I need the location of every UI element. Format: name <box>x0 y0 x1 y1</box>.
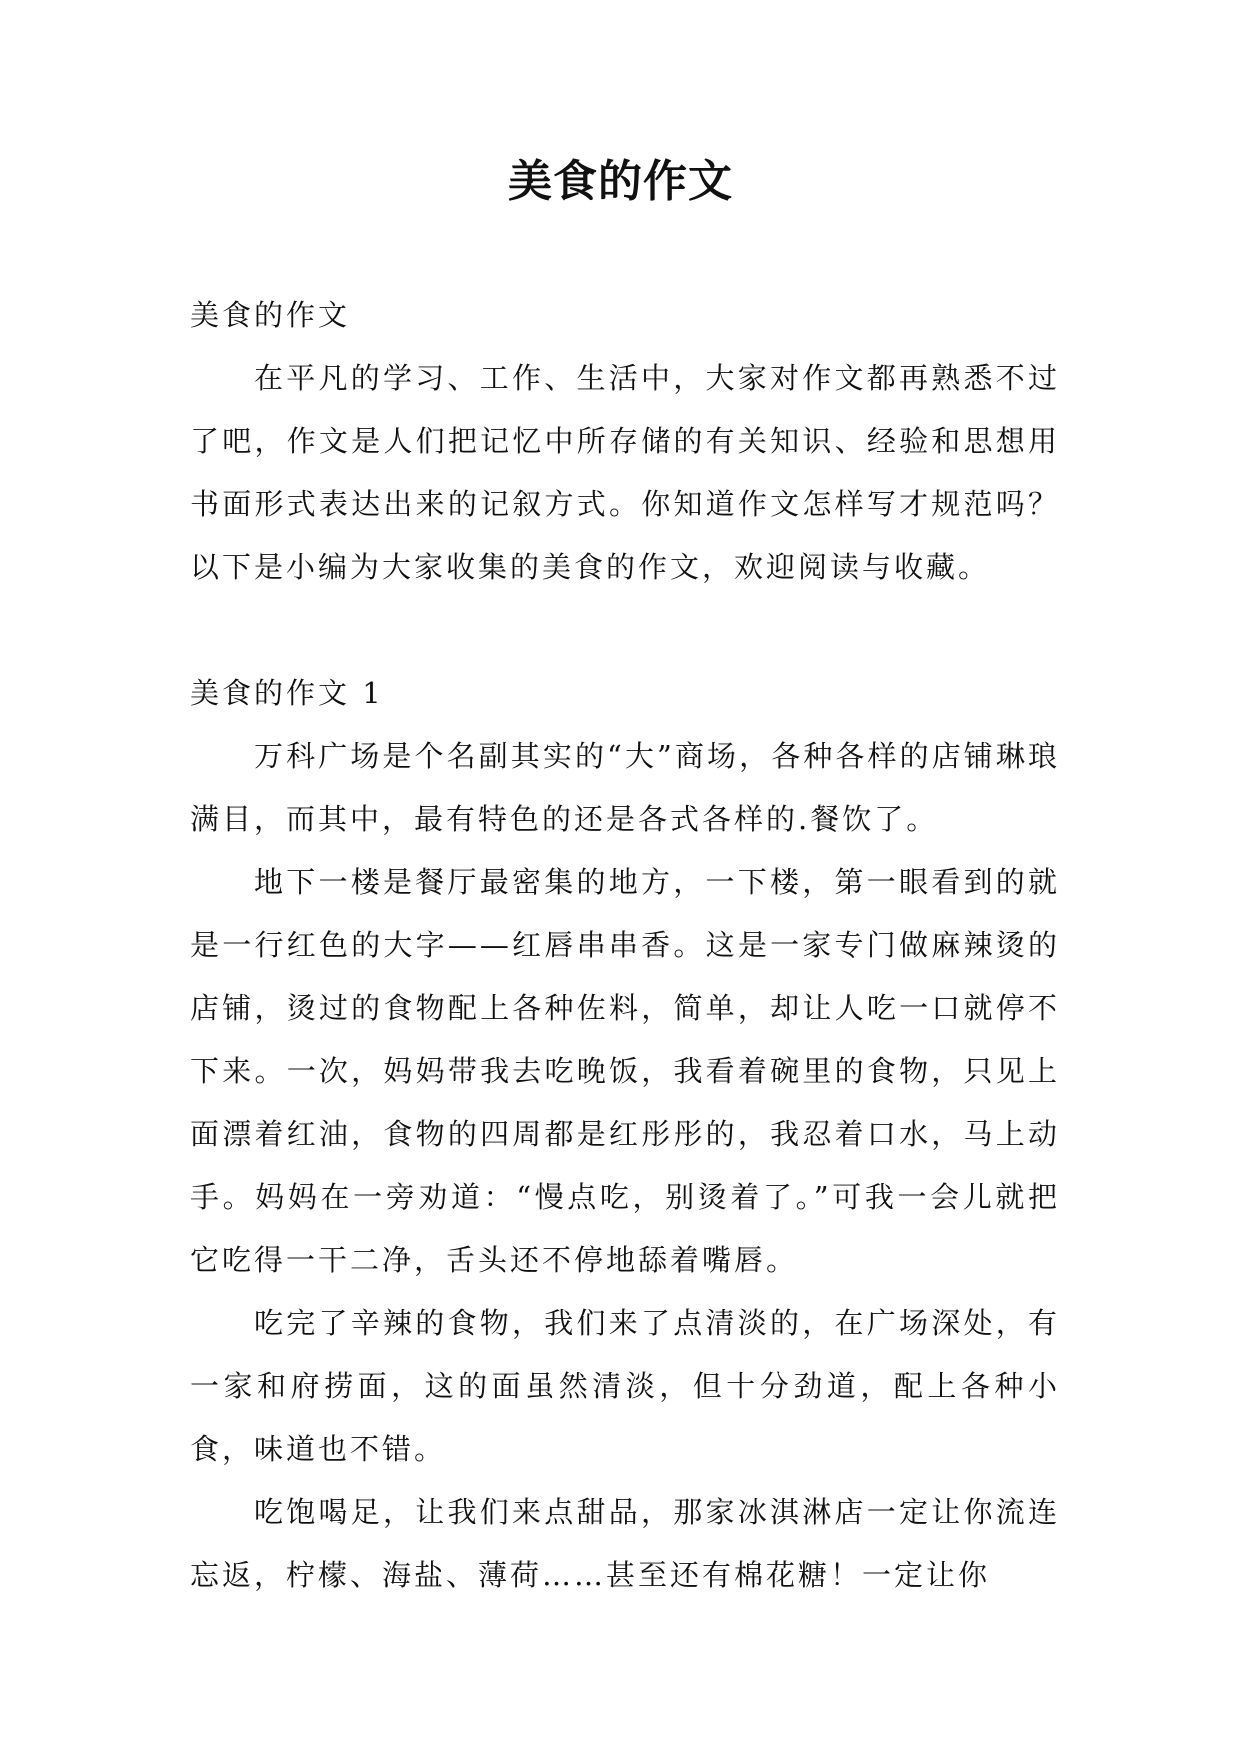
body-paragraph: 万科广场是个名副其实的“大”商场，各种各样的店铺琳琅满目，而其中，最有特色的还是各式各样的.餐饮了。 <box>190 739 1060 836</box>
document-title: 美食的作文 <box>508 156 733 207</box>
section-heading: 美食的作文 1 <box>190 676 384 710</box>
section-spacer <box>190 599 1060 662</box>
intro-paragraph: 在平凡的学习、工作、生活中，大家对作文都再熟悉不过了吧，作文是人们把记忆中所存储的有关知识、经验和思想用书面形式表达出来的记叙方式。你知道作文怎样写才规范吗？以下是小编为大家收集的美食的作文，欢迎阅读与收藏。 <box>190 361 1060 584</box>
body-paragraph: 吃完了辛辣的食物，我们来了点清淡的，在广场深处，有一家和府捞面，这的面虽然清淡，但十分劲道，配上各种小食，味道也不错。 <box>190 1306 1060 1466</box>
body-paragraph: 地下一楼是餐厅最密集的地方，一下楼，第一眼看到的就是一行红色的大字——红唇串串香。这是一家专门做麻辣烫的店铺，烫过的食物配上各种佐料，简单，却让人吃一口就停不下来。一次，妈妈带我去吃晚饭，我看着碗里的食物，只见上面漂着红油，食物的四周都是红彤彤的，我忍着口水，马上动手。妈妈在一旁劝道：“慢点吃，别烫着了。”可我一会儿就把它吃得一干二净，舌头还不停地舔着嘴唇。 <box>190 865 1060 1277</box>
body-paragraph: 吃饱喝足，让我们来点甜品，那家冰淇淋店一定让你流连忘返，柠檬、海盐、薄荷……甚至还有棉花糖！一定让你 <box>190 1495 1060 1592</box>
document-body <box>190 284 1060 1607</box>
intro-heading: 美食的作文 <box>190 298 351 332</box>
